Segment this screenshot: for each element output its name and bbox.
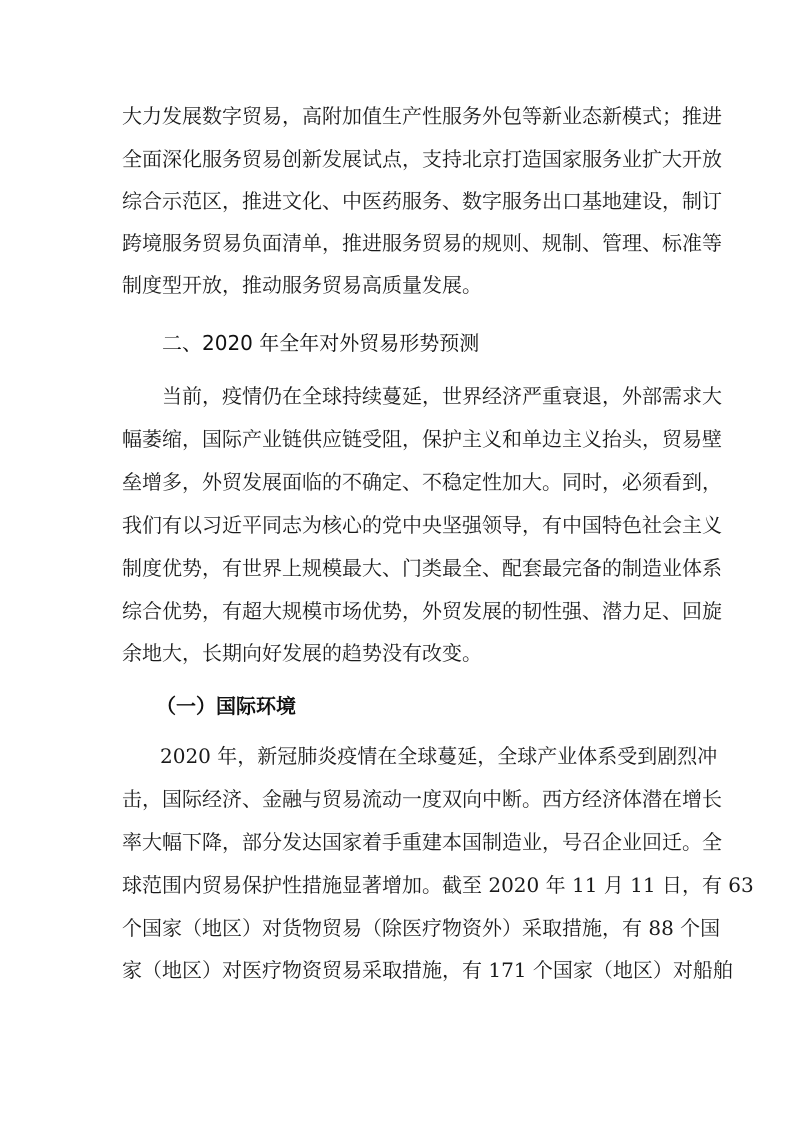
paragraph1-line-5: 制度型开放，推动服务贸易高质量发展。: [122, 273, 482, 297]
paragraph3-line-5: 个国家（地区）对货物贸易（除医疗物资外）采取措施，有 88 个国: [122, 916, 721, 940]
paragraph3-line-3: 率大幅下降，部分发达国家着手重建本国制造业，号召企业回迁。全: [122, 830, 722, 854]
paragraph3-line-1: 2020 年，新冠肺炎疫情在全球蔓延，全球产业体系受到剧烈冲: [160, 744, 718, 768]
paragraph2-line-1: 当前，疫情仍在全球持续蔓延，世界经济严重衰退，外部需求大: [162, 384, 722, 408]
paragraph2-line-4: 我们有以习近平同志为核心的党中央坚强领导，有中国特色社会主义: [122, 513, 722, 537]
paragraph2-line-2: 幅萎缩，国际产业链供应链受阻，保护主义和单边主义抬头，贸易壁: [122, 427, 722, 451]
paragraph2-line-5: 制度优势，有世界上规模最大、门类最全、配套最完备的制造业体系: [122, 556, 722, 580]
paragraph1-line-2: 全面深化服务贸易创新发展试点，支持北京打造国家服务业扩大开放: [122, 147, 722, 171]
paragraph1-line-1: 大力发展数字贸易，高附加值生产性服务外包等新业态新模式；推进: [122, 104, 722, 128]
paragraph3-line-4: 球范围内贸易保护性措施显著增加。截至 2020 年 11 月 11 日，有 63: [122, 873, 754, 897]
paragraph1-line-4: 跨境服务贸易负面清单，推进服务贸易的规则、规制、管理、标准等: [122, 231, 722, 255]
paragraph1-line-3: 综合示范区，推进文化、中医药服务、数字服务出口基地建设，制订: [122, 189, 722, 213]
paragraph3-line-2: 击，国际经济、金融与贸易流动一度双向中断。西方经济体潜在增长: [122, 787, 722, 811]
paragraph2-line-7: 余地大，长期向好发展的趋势没有改变。: [122, 641, 482, 665]
paragraph3-line-6: 家（地区）对医疗物资贸易采取措施，有 171 个国家（地区）对船舶: [122, 958, 733, 982]
section-heading: 二、2020 年全年对外贸易形势预测: [162, 331, 480, 355]
paragraph2-line-6: 综合优势，有超大规模市场优势，外贸发展的韧性强、潜力足、回旋: [122, 599, 722, 623]
paragraph2-line-3: 垒增多，外贸发展面临的不确定、不稳定性加大。同时，必须看到，: [122, 470, 722, 494]
subsection-heading: （一）国际环境: [156, 694, 296, 718]
